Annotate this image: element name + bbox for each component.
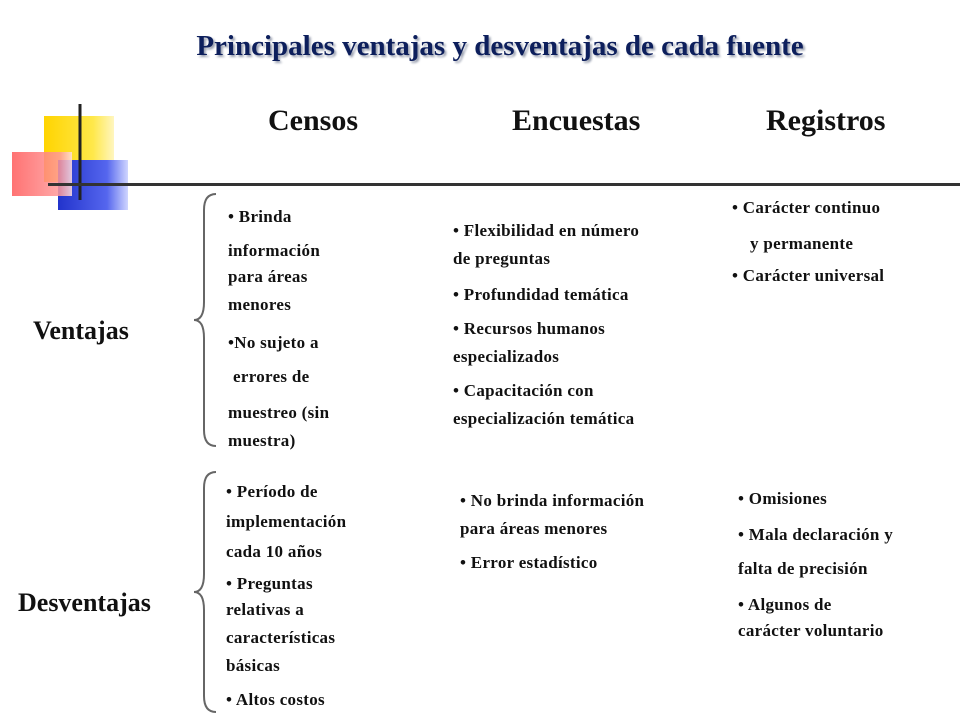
list-item: • Error estadístico: [460, 553, 598, 572]
list-item: información: [228, 241, 321, 260]
list-item: falta de precisión: [738, 559, 868, 578]
header-divider: [48, 183, 960, 186]
row-header-desventajas: Desventajas: [18, 588, 151, 617]
list-item: • Recursos humanos: [453, 319, 606, 338]
list-item: muestreo (sin: [228, 403, 330, 422]
brace-desventajas: [190, 468, 220, 716]
list-item: de preguntas: [453, 249, 551, 268]
list-item: • Omisiones: [738, 489, 828, 508]
column-header-censos: Censos: [268, 104, 359, 137]
column-header-registros: Registros: [766, 104, 886, 137]
list-item: • Altos costos: [226, 690, 325, 709]
list-item: • Algunos de: [738, 595, 832, 614]
list-item: • No brinda información: [460, 491, 645, 510]
list-item: • Capacitación con: [453, 381, 594, 400]
column-header-encuestas: Encuestas: [512, 104, 641, 137]
list-item: • Carácter continuo: [732, 198, 881, 217]
list-item: muestra): [228, 431, 296, 450]
slide-title: Principales ventajas y desventajas de cada fuente: [196, 30, 804, 62]
list-item: cada 10 años: [226, 542, 323, 561]
row-header-ventajas: Ventajas: [33, 316, 129, 345]
list-item: • Período de: [226, 482, 318, 501]
list-item: especialización temática: [453, 409, 635, 428]
list-item: • Brinda: [228, 207, 292, 226]
list-item: características: [226, 628, 336, 647]
list-item: menores: [228, 295, 292, 314]
list-item: y permanente: [750, 234, 854, 253]
list-item: • Flexibilidad en número: [453, 221, 640, 240]
list-item: para áreas menores: [460, 519, 608, 538]
list-item: especializados: [453, 347, 560, 366]
list-item: para áreas: [228, 267, 308, 286]
list-item: •No sujeto a: [228, 333, 319, 352]
list-item: • Carácter universal: [732, 266, 885, 285]
brace-ventajas: [190, 190, 220, 450]
list-item: básicas: [226, 656, 281, 675]
list-item: relativas a: [226, 600, 305, 619]
list-item: • Profundidad temática: [453, 285, 629, 304]
list-item: errores de: [233, 367, 310, 386]
list-item: • Preguntas: [226, 574, 313, 593]
list-item: carácter voluntario: [738, 621, 884, 640]
decorative-squares-logo: [0, 100, 140, 220]
list-item: implementación: [226, 512, 347, 531]
list-item: • Mala declaración y: [738, 525, 894, 544]
